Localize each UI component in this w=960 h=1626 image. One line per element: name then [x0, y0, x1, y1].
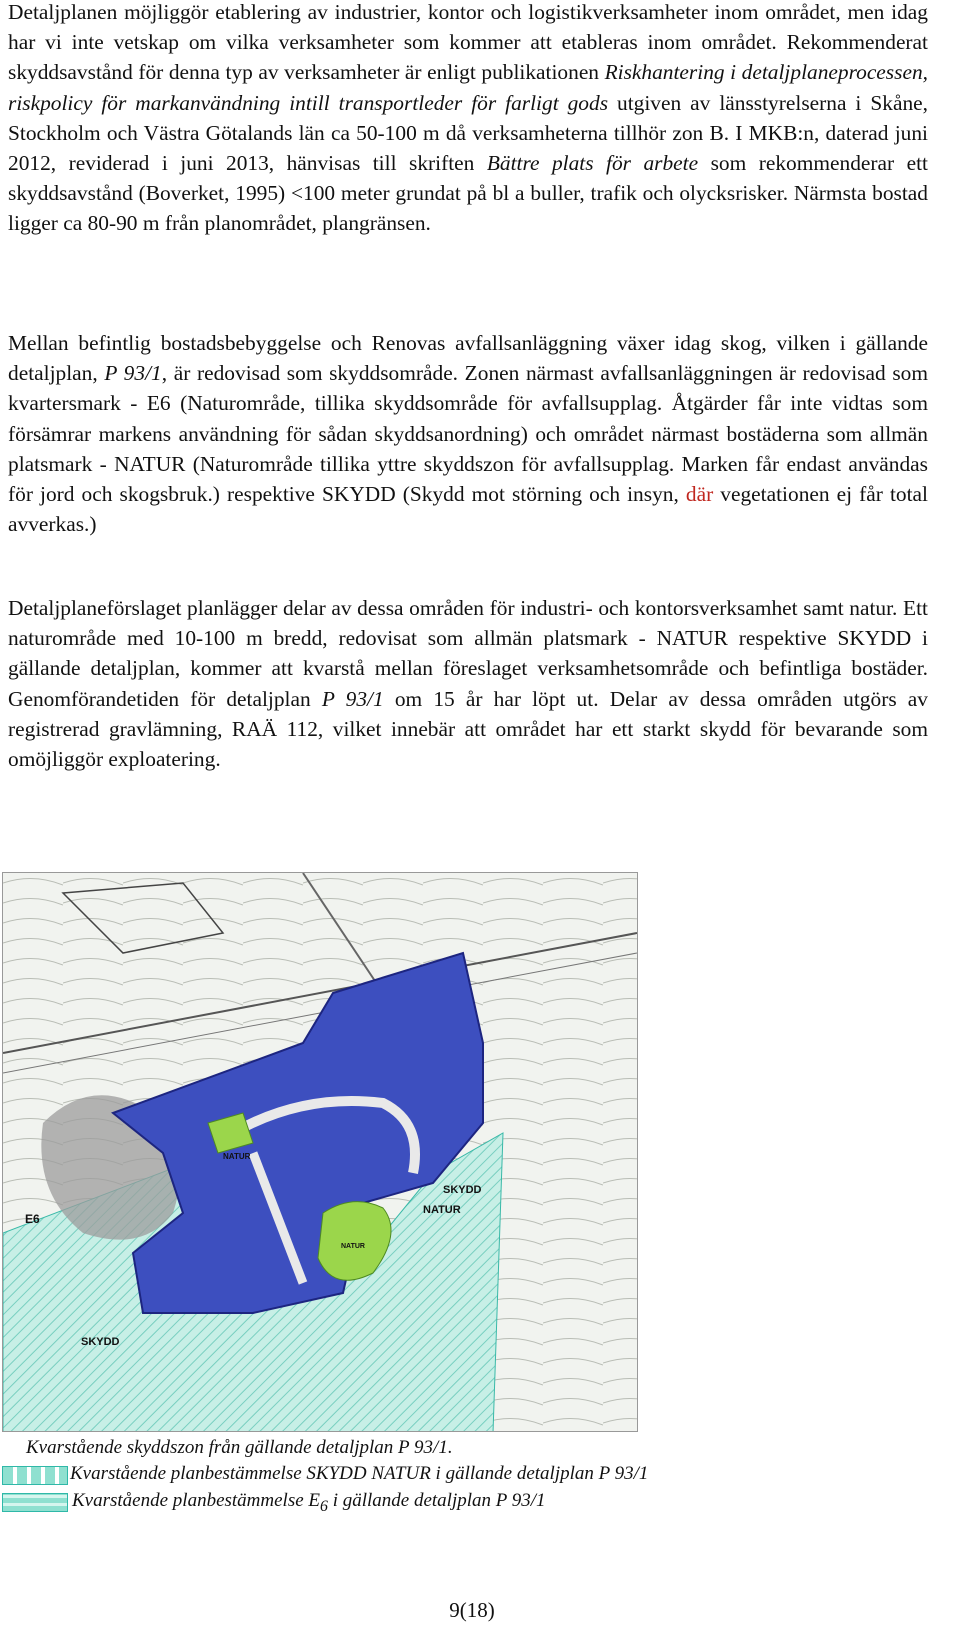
map-label-e6: E6	[25, 1212, 40, 1226]
paragraph-1	[8, 0, 928, 239]
map-caption: Kvarstående skyddszon från gällande detaljplan P 93/1.	[26, 1437, 453, 1458]
p1-text-c: utgiven av länsstyrelserna i Skåne, Stockholm och Västra Götalands län ca 50-100 m då verksamheterna tillhör zon B. I MKB:n, daterad juni 2012, reviderad i juni 2013, hänvisas till skriften	[8, 90, 928, 176]
p2-text-a: Mellan befintlig bostadsbebyggelse och Renovas avfallsanläggning växer idag skog, vilken i gällande detaljplan,	[8, 331, 928, 386]
p1-text-e: som rekommenderar ett skyddsavstånd (Boverket, 1995) <100 meter grundat på bl a buller, trafik och olycksrisker. Närmsta bostad ligger ca 80-90 m från planområdet, plangränsen.	[8, 151, 928, 236]
p3-text-c: om 15 år har löpt ut. Delar av dessa områden utgörs av registrerad gravlämning, RAÄ 112, vilket innebär att området har ett starkt skydd för bevarande som omöjliggör exploatering.	[8, 686, 928, 772]
legend-swatch-e6	[2, 1493, 68, 1512]
map-label-natur-green: NATUR	[341, 1243, 365, 1250]
legend-item-e6	[72, 1490, 546, 1518]
map-label-natur-top: NATUR	[223, 1152, 251, 1161]
map-label-skydd-right: SKYDD	[443, 1184, 482, 1196]
legend-e6-suffix: i gällande detaljplan P 93/1	[327, 1490, 546, 1511]
paragraph-2	[8, 328, 928, 539]
p2-text-e: vegetationen ej får total avverkas.)	[8, 482, 928, 537]
legend-e6-subscript: 6	[320, 1497, 328, 1515]
p2-text-c: , är redovisad som skyddsområde. Zonen närmast avfallsanläggningen är redovisad som kvartersmark - E6 (Naturområde, tillika skyddsområde för avfallsupplag. Åtgärder får inte vidtas som försämrar markens användning för sådan skyddsanordning) och området närmast bostäderna som allmän platsmark - NATUR (Naturområde tillika yttre skyddszon för avfallsupplag. Marken får endast användas för jord och skogsbruk.) respektive SKYDD (Skydd mot störning och insyn,	[8, 361, 928, 507]
paragraph-3	[8, 593, 928, 774]
p1-publication-title: Riskhantering i detaljplaneprocessen, riskpolicy för markanvändning intill transportleder för farligt gods	[8, 60, 928, 115]
map-label-natur-right: NATUR	[423, 1204, 461, 1216]
map-label-skydd-left: SKYDD	[81, 1336, 120, 1348]
legend-e6-prefix: Kvarstående planbestämmelse E	[72, 1490, 321, 1511]
p1-text-a: Detaljplanen möjliggör etablering av industrier, kontor och logistikverksamheter inom området, men idag har vi inte vetskap om vilka verksamheter som kommer att etableras inom området. Rekommenderat skyddsavstånd för denna typ av verksamheter är enligt publikationen	[8, 0, 928, 85]
plan-map-svg	[3, 873, 637, 1431]
plan-map	[2, 872, 638, 1432]
p3-plan-ref: P 93/1	[321, 686, 384, 711]
legend-swatch-skydd-natur	[2, 1466, 68, 1485]
p1-book-title: Bättre plats för arbete	[486, 151, 699, 176]
p2-red-word: där	[685, 482, 714, 507]
p3-text-a: Detaljplaneförslaget planlägger delar av dessa områden för industri- och kontorsverksamhet samt natur. Ett naturområde med 10-100 m bredd, redovisat som allmän platsmark - NATUR respektive SKYDD i gällande detaljplan, kommer att kvarstå mellan föreslaget verksamhetsområde och befintliga bostäder. Genomförandetiden för detaljplan	[8, 596, 928, 711]
p2-plan-ref: P 93/1	[104, 361, 162, 386]
page-number: 9(18)	[449, 1598, 495, 1622]
legend-item-skydd-natur: Kvarstående planbestämmelse SKYDD NATUR i gällande detaljplan P 93/1	[70, 1463, 649, 1484]
